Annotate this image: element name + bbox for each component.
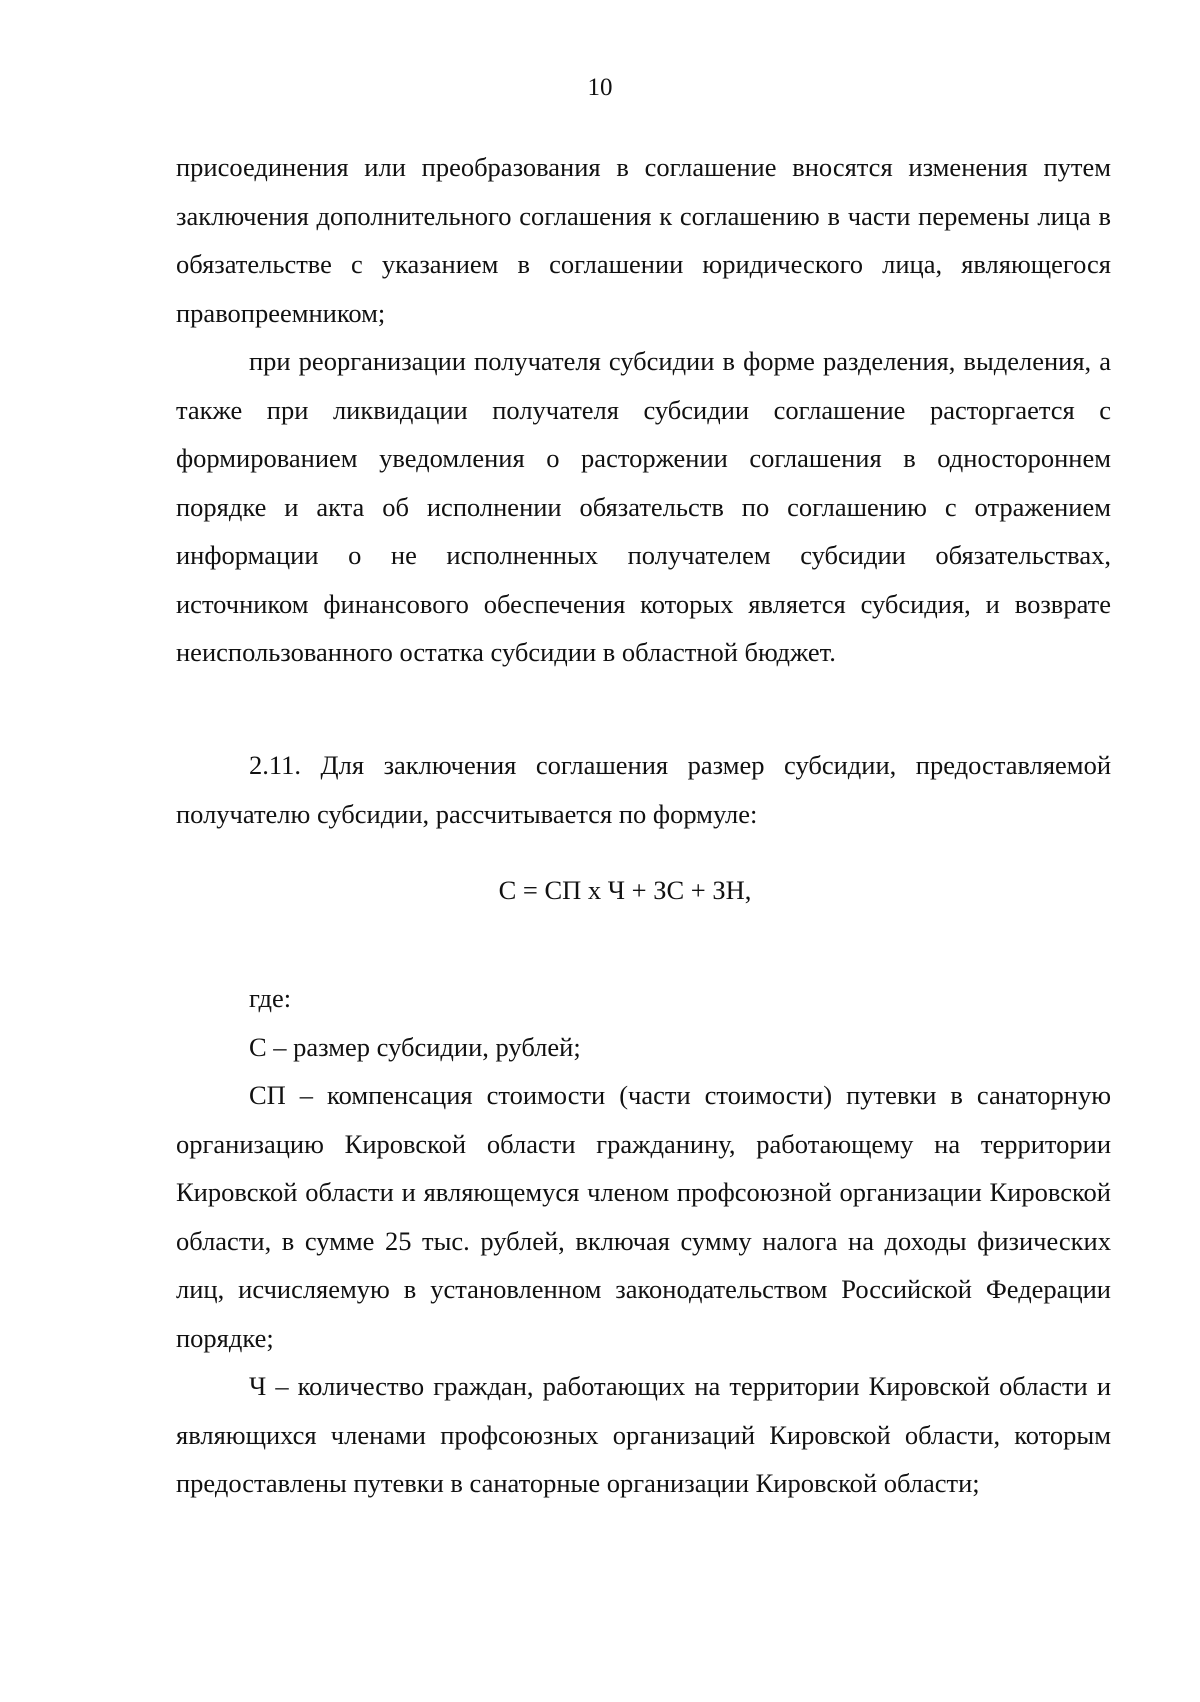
page-number: 10 bbox=[587, 74, 613, 101]
body-text-bottom bbox=[176, 974, 1111, 1508]
paragraph: СП – компенсация стоимости (части стоимости) путевки в санаторную организацию Кировской области гражданину, работающему на территории Кировской области и являющемуся членом профсоюзной организации Кировской области, в сумме 25 тыс. рублей, включая сумму налога на доходы физических лиц, исчисляемую в установленном законодательством Российской Федерации порядке; bbox=[176, 1080, 1111, 1353]
paragraph: 2.11. Для заключения соглашения размер субсидии, предоставляемой получателю субсидии, рассчитывается по формуле: bbox=[176, 750, 1111, 829]
body-text-top bbox=[176, 143, 1111, 677]
paragraph: где: bbox=[249, 983, 292, 1013]
paragraph: С – размер субсидии, рублей; bbox=[249, 1031, 581, 1062]
formula: С = СП х Ч + ЗС + ЗН, bbox=[498, 875, 752, 905]
paragraph: при реорганизации получателя субсидии в форме разделения, выделения, а также при ликвидации получателя субсидии соглашение расторгается с формированием уведомления о расторжении соглашения в одностороннем порядке и акта об исполнении обязательств по соглашению с отражением информации о не исполненных получателем субсидии обязательствах, источником финансового обеспечения которых является субсидия, и возврате неиспользованного остатка субсидии в областной бюджет. bbox=[176, 346, 1111, 667]
body-text-clause-2-11 bbox=[176, 741, 1111, 838]
paragraph: Ч – количество граждан, работающих на территории Кировской области и являющихся членами профсоюзных организаций Кировской области, которым предоставлены путевки в санаторные организации Кировской области; bbox=[176, 1371, 1111, 1498]
paragraph: присоединения или преобразования в соглашение вносятся изменения путем заключения дополнительного соглашения к соглашению в части перемены лица в обязательстве с указанием в соглашении юридического лица, являющегося правопреемником; bbox=[176, 152, 1111, 328]
